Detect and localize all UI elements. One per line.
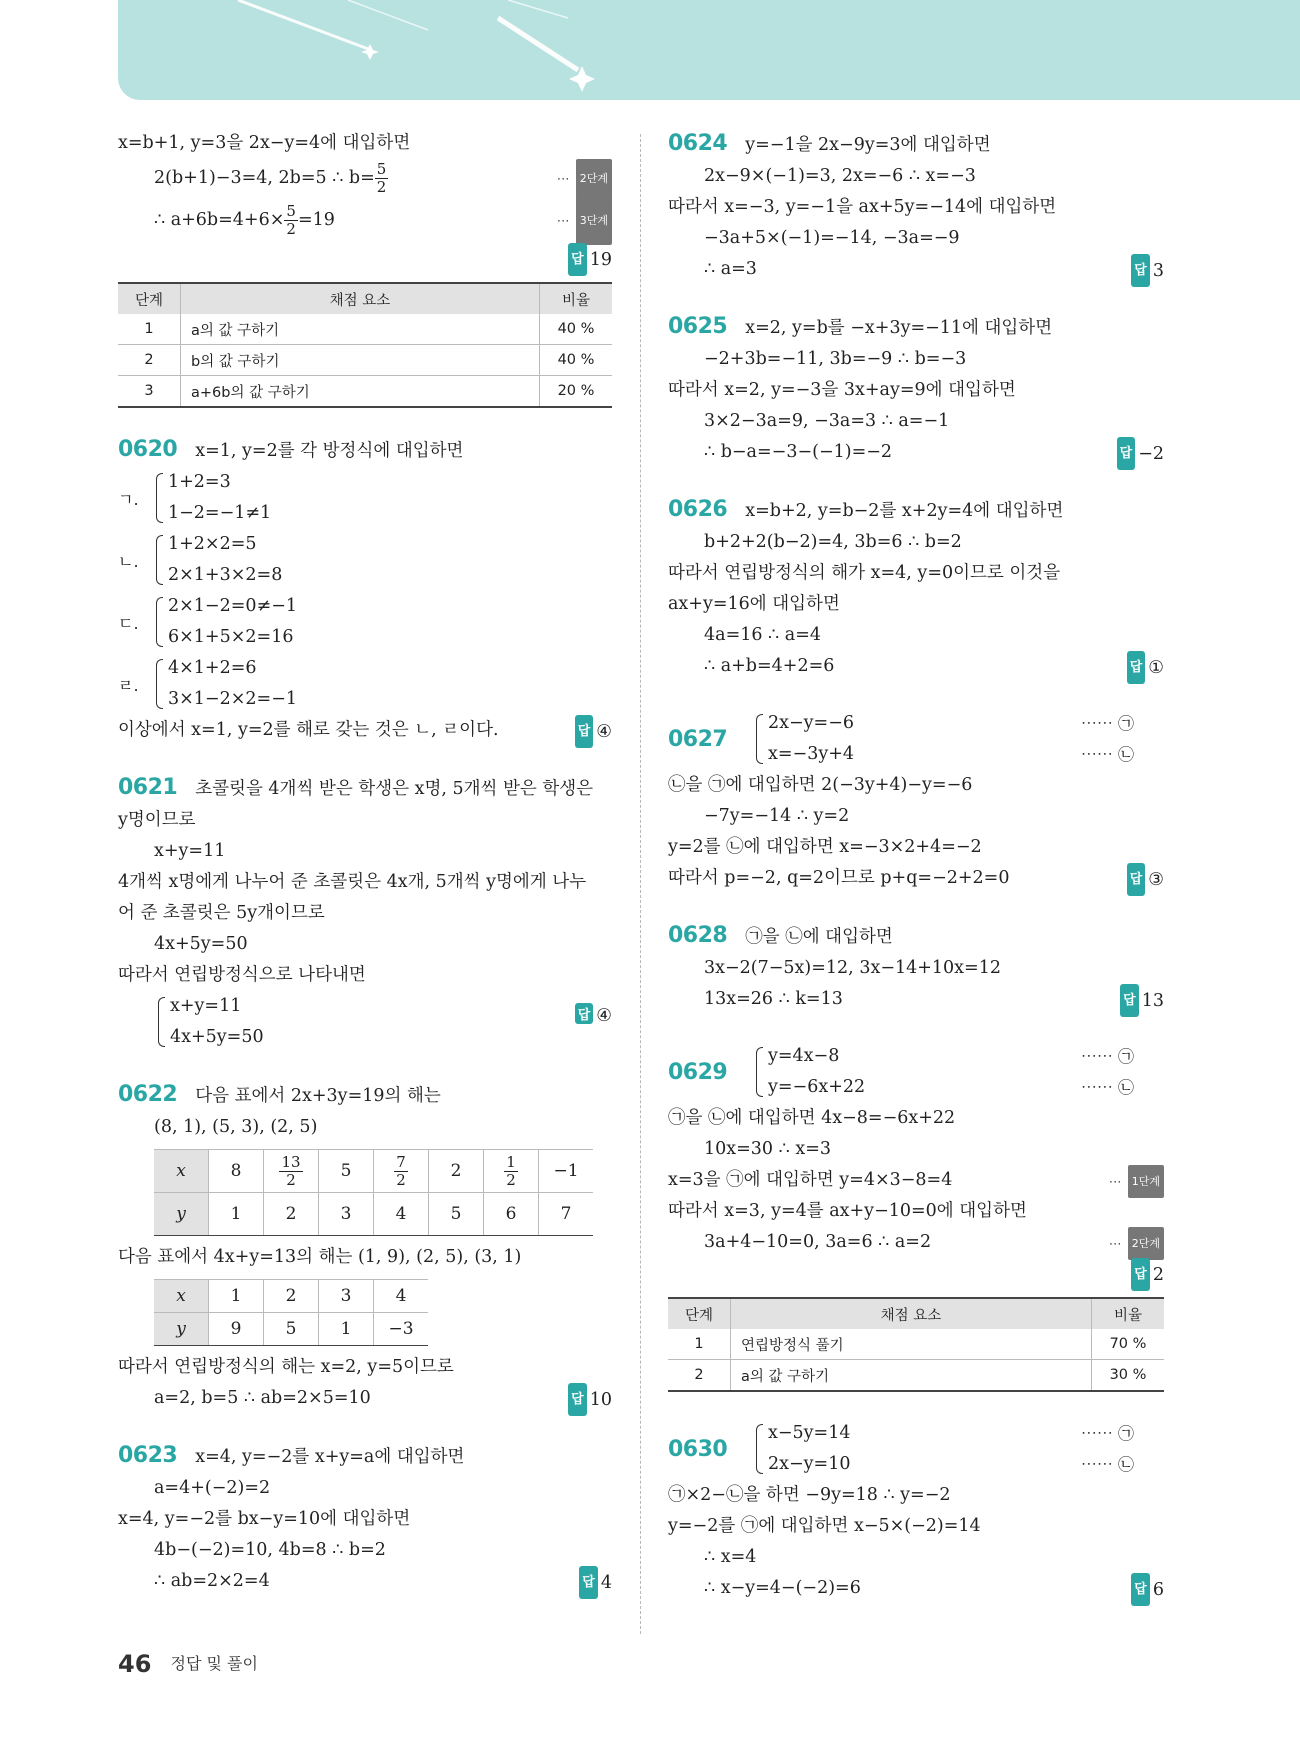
problem-number: 0620 (118, 437, 178, 462)
solution-line: 2(b+1)−3=4, 2b=5 ∴ b= $\frac{5}{2}$ ⋯ 2단계 (118, 159, 612, 197)
solution-line: ∴ a+6b=4+6× $\frac{5}{2}$ =19 ⋯ 3단계 (118, 197, 612, 243)
footer-title: 정답 및 풀이 (170, 1654, 258, 1673)
answer-badge: 답 (1127, 651, 1146, 684)
solution-line: ∴ a+b=4+2=6 답 ① (668, 651, 1164, 682)
equation-system: x+y=11 4x+5y=50 (158, 991, 612, 1053)
solution-line: x+y=11 (154, 841, 226, 861)
equation-system-row (668, 1041, 1164, 1103)
problem-0620 (118, 434, 612, 746)
solution-line: 0624 y=−1을 2x−9y=3에 대입하면 (668, 131, 991, 156)
solution-line: ∴ a=3 답 3 (668, 254, 1164, 285)
equation-markers: ⋯⋯ ㉠ ⋯⋯ ㉡ (1080, 1047, 1134, 1097)
answer-badge: 답 (568, 1383, 587, 1416)
solution-line: 4x+5y=50 (154, 934, 248, 954)
answer-badge: 답 (575, 715, 594, 748)
answer-badge: 답 (1131, 254, 1150, 287)
table-row: 1 연립방정식 풀기 70 % (668, 1329, 1164, 1360)
solution-line: 따라서 p=−2, q=2이므로 p+q=−2+2=0 답 ③ (668, 863, 1164, 894)
answer: 답 ④ (575, 715, 612, 748)
solution-line: 이상에서 x=1, y=2를 해로 갖는 것은 ㄴ, ㄹ이다. 답 ④ (118, 715, 612, 746)
equation-system: 4×1+2=6 3×1−2×2=−1 (156, 653, 297, 715)
solution-line: ∴ x=4 (704, 1547, 757, 1567)
choice-item: ㄹ. 4×1+2=6 3×1−2×2=−1 (118, 653, 612, 715)
solution-line: (8, 1), (5, 3), (2, 5) (154, 1117, 318, 1137)
problem-number: 0625 (668, 314, 728, 339)
step-marker: ⋯ 3단계 (557, 197, 612, 245)
solution-line: 따라서 연립방정식의 해가 x=4, y=0이므로 이것을 (668, 563, 1061, 583)
problem-number: 0624 (668, 131, 728, 156)
solution-line: y=2를 ㉡에 대입하면 x=−3×2+4=−2 (668, 837, 982, 857)
answer: 답 ④ (575, 1003, 612, 1026)
problem-0629 (668, 1041, 1164, 1392)
table-row: 1 a의 값 구하기 40 % (118, 314, 612, 345)
solution-line: 따라서 연립방정식의 해는 x=2, y=5이므로 (118, 1357, 454, 1377)
problem-0626 (668, 494, 1164, 682)
problem-0621 (118, 772, 612, 1053)
column-divider (640, 134, 641, 1634)
choice-item: ㄷ. 2×1−2=0≠−1 6×1+5×2=16 (118, 591, 612, 653)
solution-line: a=4+(−2)=2 (154, 1478, 271, 1498)
left-column (118, 128, 612, 1597)
answer-badge: 답 (1120, 984, 1139, 1017)
table-row: x 8 $\frac{13}{2}$ 5 $\frac{7}{2}$ 2 $\frac{1}{2}$ −1 (154, 1150, 593, 1193)
page-footer (118, 1650, 258, 1678)
solution-line: 0625 x=2, y=b를 −x+3y=−11에 대입하면 (668, 314, 1053, 339)
answer-badge: 답 (575, 1003, 594, 1024)
answer: 답 ① (1127, 651, 1164, 684)
step-marker: ⋯ 2단계 (557, 159, 612, 199)
equation-markers: ⋯⋯ ㉠ ⋯⋯ ㉡ (1080, 714, 1134, 764)
answer-line (668, 1258, 1164, 1289)
solution-line: 따라서 x=−3, y=−1을 ax+5y=−14에 대입하면 (668, 197, 1057, 217)
problem-0624 (668, 128, 1164, 285)
solution-line: x=4, y=−2를 bx−y=10에 대입하면 (118, 1509, 411, 1529)
solution-line: 10x=30 ∴ x=3 (704, 1139, 831, 1159)
step-marker: ⋯ 2단계 (1109, 1227, 1164, 1260)
choice-item: ㄴ. 1+2×2=5 2×1+3×2=8 (118, 529, 612, 591)
answer: 답 4 (579, 1566, 612, 1599)
equation-system-row (668, 708, 1164, 770)
problem-0625 (668, 311, 1164, 468)
header-banner (118, 0, 1300, 100)
solution-line: y=−2를 ㉠에 대입하면 x−5×(−2)=14 (668, 1516, 981, 1536)
solution-line: 3×2−3a=9, −3a=3 ∴ a=−1 (704, 411, 950, 431)
solution-line: 4개씩 x명에게 나누어 준 초콜릿은 4x개, 5개씩 y명에게 나누 (118, 872, 587, 892)
values-table (154, 1149, 593, 1236)
answer: 답 6 (1131, 1573, 1164, 1606)
solution-line: b+2+2(b−2)=4, 3b=6 ∴ b=2 (704, 532, 962, 552)
solution-line: 어 준 초콜릿은 5y개이므로 (118, 903, 325, 923)
answer: 답 3 (1131, 254, 1164, 287)
solution-line: 따라서 x=2, y=−3을 3x+ay=9에 대입하면 (668, 380, 1016, 400)
solution-line: x=3을 ㉠에 대입하면 y=4×3−8=4 ⋯ 1단계 (668, 1165, 1164, 1196)
equation-system-row (668, 1418, 1164, 1480)
scoring-table: 단계 채점 요소 비율 1 연립방정식 풀기 70 % 2 a의 값 구하기 30 % (668, 1297, 1164, 1392)
problem-0623 (118, 1440, 612, 1597)
answer-badge: 답 (1131, 1573, 1150, 1606)
decorative-stars-icon (118, 0, 1300, 100)
equation-system: 1+2×2=5 2×1+3×2=8 (156, 529, 282, 591)
solution-line: 0626 x=b+2, y=b−2를 x+2y=4에 대입하면 (668, 497, 1064, 522)
solution-line: ax+y=16에 대입하면 (668, 594, 840, 614)
answer: 답 −2 (1117, 437, 1164, 470)
table-row: 2 a의 값 구하기 30 % (668, 1360, 1164, 1392)
solution-line: 2x−9×(−1)=3, 2x=−6 ∴ x=−3 (704, 166, 976, 186)
equation-markers: ⋯⋯ ㉠ ⋯⋯ ㉡ (1080, 1424, 1134, 1474)
solution-line: a=2, b=5 ∴ ab=2×5=10 답 10 (118, 1383, 612, 1414)
scoring-table: 단계 채점 요소 비율 1 a의 값 구하기 40 % 2 b의 값 구하기 40 % 3 a+6b의 값 구하기 20 % (118, 282, 612, 408)
page-number: 46 (118, 1650, 152, 1678)
answer: 답 ③ (1127, 863, 1164, 896)
answer-line (118, 243, 612, 274)
answer-badge: 답 (1117, 437, 1136, 470)
problem-0630 (668, 1418, 1164, 1604)
solution-line: −7y=−14 ∴ y=2 (704, 806, 850, 826)
equation-system: y=4x−8 y=−6x+22 (756, 1041, 865, 1103)
solution-line: ∴ x−y=4−(−2)=6 답 6 (668, 1573, 1164, 1604)
solution-line: −3a+5×(−1)=−14, −3a=−9 (704, 228, 960, 248)
equation-system: x−5y=14 2x−y=10 (756, 1418, 850, 1480)
problem-0628 (668, 920, 1164, 1015)
solution-line: ㉡을 ㉠에 대입하면 2(−3y+4)−y=−6 (668, 775, 973, 795)
solution-line: 0620 x=1, y=2를 각 방정식에 대입하면 (118, 437, 464, 462)
solution-line: ∴ ab=2×2=4 답 4 (118, 1566, 612, 1597)
solution-line: 0623 x=4, y=−2를 x+y=a에 대입하면 (118, 1443, 465, 1468)
answer-badge: 답 (1127, 863, 1146, 896)
table-row: 3 a+6b의 값 구하기 20 % (118, 376, 612, 408)
solution-line: x=b+1, y=3을 2x−y=4에 대입하면 (118, 133, 411, 153)
right-column (668, 128, 1164, 1604)
problem-0619 (118, 128, 612, 408)
equation-system: 2×1−2=0≠−1 6×1+5×2=16 (156, 591, 297, 653)
problem-number: 0623 (118, 1443, 178, 1468)
solution-line: 다음 표에서 4x+y=13의 해는 (1, 9), (2, 5), (3, 1) (118, 1247, 522, 1267)
problem-number: 0627 (668, 726, 728, 752)
step-marker: ⋯ 1단계 (1109, 1165, 1164, 1198)
solution-line: 0628 ㉠을 ㉡에 대입하면 (668, 923, 893, 948)
answer: 답 2 (1131, 1258, 1164, 1291)
solution-line: 0621 초콜릿을 4개씩 받은 학생은 x명, 5개씩 받은 학생은 (118, 775, 594, 800)
solution-line: ㉠×2−㉡을 하면 −9y=18 ∴ y=−2 (668, 1485, 951, 1505)
problem-number: 0628 (668, 923, 728, 948)
equation-system: 1+2=3 1−2=−1≠1 (156, 467, 271, 529)
answer-badge: 답 (568, 243, 587, 276)
solution-line: ∴ b−a=−3−(−1)=−2 답 −2 (668, 437, 1164, 468)
table-row: y 9 5 1 −3 (154, 1313, 428, 1346)
solution-line: 4a=16 ∴ a=4 (704, 625, 821, 645)
solution-line: 따라서 연립방정식으로 나타내면 (118, 965, 366, 985)
values-table (154, 1279, 428, 1346)
solution-line: 13x=26 ∴ k=13 답 13 (668, 984, 1164, 1015)
answer: 답 10 (568, 1383, 612, 1416)
problem-number: 0626 (668, 497, 728, 522)
table-row: y 1 2 3 4 5 6 7 (154, 1193, 593, 1236)
equation-system: 2x−y=−6 x=−3y+4 (756, 708, 854, 770)
problem-number: 0621 (118, 775, 178, 800)
solution-line: 따라서 x=3, y=4를 ax+y−10=0에 대입하면 (668, 1201, 1027, 1221)
choice-item: ㄱ. 1+2=3 1−2=−1≠1 (118, 467, 612, 529)
solution-line: 4b−(−2)=10, 4b=8 ∴ b=2 (154, 1540, 386, 1560)
problem-number: 0629 (668, 1059, 728, 1085)
answer: 답 19 (568, 243, 612, 276)
table-row: x 1 2 3 4 (154, 1280, 428, 1313)
problem-0627 (668, 708, 1164, 894)
solution-line: 0622 다음 표에서 2x+3y=19의 해는 (118, 1082, 441, 1107)
problem-number: 0622 (118, 1082, 178, 1107)
answer: 답 13 (1120, 984, 1164, 1017)
solution-line: −2+3b=−11, 3b=−9 ∴ b=−3 (704, 349, 967, 369)
fraction: $\frac{5}{2}$ (376, 160, 387, 196)
problem-0622 (118, 1079, 612, 1414)
solution-line: ㉠을 ㉡에 대입하면 4x−8=−6x+22 (668, 1108, 956, 1128)
answer-badge: 답 (1131, 1258, 1150, 1291)
solution-line: y명이므로 (118, 810, 196, 830)
solution-line: 3a+4−10=0, 3a=6 ∴ a=2 ⋯ 2단계 (668, 1227, 1164, 1258)
answer-badge: 답 (579, 1566, 598, 1599)
problem-number: 0630 (668, 1436, 728, 1462)
fraction: $\frac{5}{2}$ (286, 202, 296, 238)
table-row: 2 b의 값 구하기 40 % (118, 345, 612, 376)
solution-line: 3x−2(7−5x)=12, 3x−14+10x=12 (704, 958, 1001, 978)
